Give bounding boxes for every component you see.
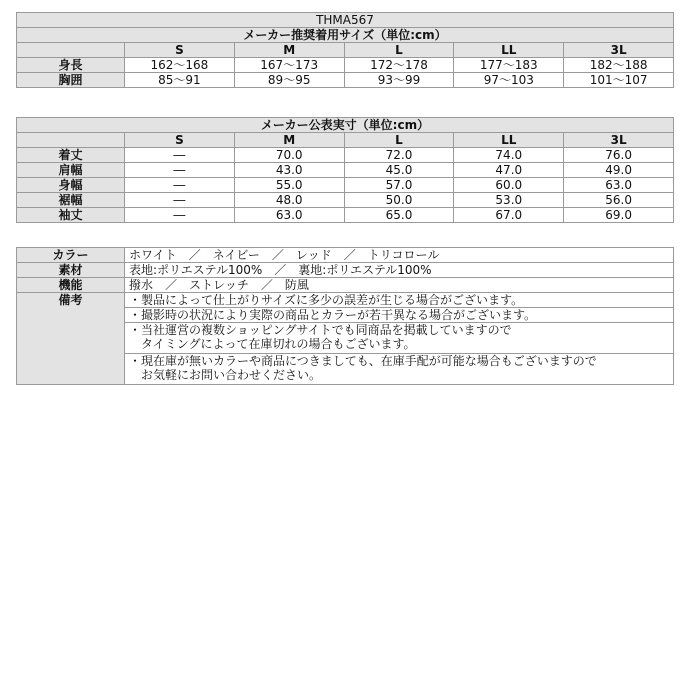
table-cell: 93～99 <box>344 73 454 88</box>
size-header: 3L <box>564 43 674 58</box>
size-header: S <box>125 133 235 148</box>
table-cell: 65.0 <box>344 208 454 223</box>
table-cell: 63.0 <box>564 178 674 193</box>
size-header-row <box>17 133 674 148</box>
table-cell: 55.0 <box>234 178 344 193</box>
material-label: 素材 <box>17 263 125 278</box>
table-cell: 45.0 <box>344 163 454 178</box>
actual-size-table <box>16 117 674 223</box>
function-label: 機能 <box>17 278 125 293</box>
note-line: ・製品によって仕上がりサイズに多少の誤差が生じる場合がございます。 <box>129 293 524 307</box>
row-label: 裾幅 <box>17 193 125 208</box>
table-row <box>17 73 674 88</box>
material-value: 表地:ポリエステル100% ／ 裏地:ポリエステル100% <box>125 263 674 278</box>
info-row-function <box>17 278 674 293</box>
row-label: 身幅 <box>17 178 125 193</box>
size-header: 3L <box>564 133 674 148</box>
table-cell: 47.0 <box>454 163 564 178</box>
product-code: THMA567 <box>17 13 674 28</box>
table-cell: 74.0 <box>454 148 564 163</box>
table-cell: 177～183 <box>454 58 564 73</box>
table-cell: 57.0 <box>344 178 454 193</box>
table-cell: ― <box>125 208 235 223</box>
note-item <box>125 308 674 323</box>
info-row-color <box>17 248 674 263</box>
size-header: M <box>234 43 344 58</box>
table-cell: 172～178 <box>344 58 454 73</box>
table-cell: 97～103 <box>454 73 564 88</box>
actual-size-title: メーカー公表実寸（単位:cm） <box>17 118 674 133</box>
table-row <box>17 193 674 208</box>
table-row <box>17 208 674 223</box>
table-cell: 63.0 <box>234 208 344 223</box>
size-header: L <box>344 43 454 58</box>
table-cell: ― <box>125 178 235 193</box>
table-cell: 49.0 <box>564 163 674 178</box>
size-header: LL <box>454 43 564 58</box>
row-label: 胸囲 <box>17 73 125 88</box>
table-row <box>17 163 674 178</box>
table-cell: 53.0 <box>454 193 564 208</box>
info-row-material <box>17 263 674 278</box>
table-cell: 50.0 <box>344 193 454 208</box>
note-item <box>125 323 674 354</box>
table-cell: 67.0 <box>454 208 564 223</box>
table-cell: ― <box>125 148 235 163</box>
note-line: ・当社運営の複数ショッピングサイトでも同商品を掲載していますので <box>129 323 512 337</box>
color-label: カラー <box>17 248 125 263</box>
size-header: M <box>234 133 344 148</box>
table-cell: 70.0 <box>234 148 344 163</box>
table-cell: 85～91 <box>125 73 235 88</box>
table-cell: 60.0 <box>454 178 564 193</box>
size-header: L <box>344 133 454 148</box>
color-value: ホワイト ／ ネイビー ／ レッド ／ トリコロール <box>125 248 674 263</box>
note-line: タイミングによって在庫切れの場合もございます。 <box>129 337 416 351</box>
product-info-table <box>16 247 674 385</box>
row-label: 袖丈 <box>17 208 125 223</box>
table-cell: ― <box>125 193 235 208</box>
table-row <box>17 58 674 73</box>
table-cell: 182～188 <box>564 58 674 73</box>
table-cell: 56.0 <box>564 193 674 208</box>
info-row-note-1 <box>17 293 674 308</box>
table-cell: 101～107 <box>564 73 674 88</box>
row-label: 身長 <box>17 58 125 73</box>
corner-cell <box>17 43 125 58</box>
size-header: LL <box>454 133 564 148</box>
row-label: 着丈 <box>17 148 125 163</box>
table-cell: 76.0 <box>564 148 674 163</box>
note-line: お気軽にお問い合わせください。 <box>129 368 322 382</box>
function-value: 撥水 ／ ストレッチ ／ 防風 <box>125 278 674 293</box>
table-cell: 167～173 <box>234 58 344 73</box>
table-row <box>17 178 674 193</box>
table-row <box>17 148 674 163</box>
recommended-size-table <box>16 12 674 88</box>
table-cell: 43.0 <box>234 163 344 178</box>
row-label: 肩幅 <box>17 163 125 178</box>
note-line: ・撮影時の状況により実際の商品とカラーが若干異なる場合がございます。 <box>129 308 537 322</box>
size-header-row <box>17 43 674 58</box>
table-cell: 69.0 <box>564 208 674 223</box>
recommended-size-title: メーカー推奨着用サイズ（単位:cm） <box>17 28 674 43</box>
table-cell: ― <box>125 163 235 178</box>
table-cell: 72.0 <box>344 148 454 163</box>
corner-cell <box>17 133 125 148</box>
note-item <box>125 354 674 385</box>
table-cell: 48.0 <box>234 193 344 208</box>
table-cell: 162～168 <box>125 58 235 73</box>
note-item <box>125 293 674 308</box>
note-line: ・現在庫が無いカラーや商品につきましても、在庫手配が可能な場合もございますので <box>129 354 597 368</box>
size-header: S <box>125 43 235 58</box>
notes-label: 備考 <box>17 293 125 385</box>
table-cell: 89～95 <box>234 73 344 88</box>
